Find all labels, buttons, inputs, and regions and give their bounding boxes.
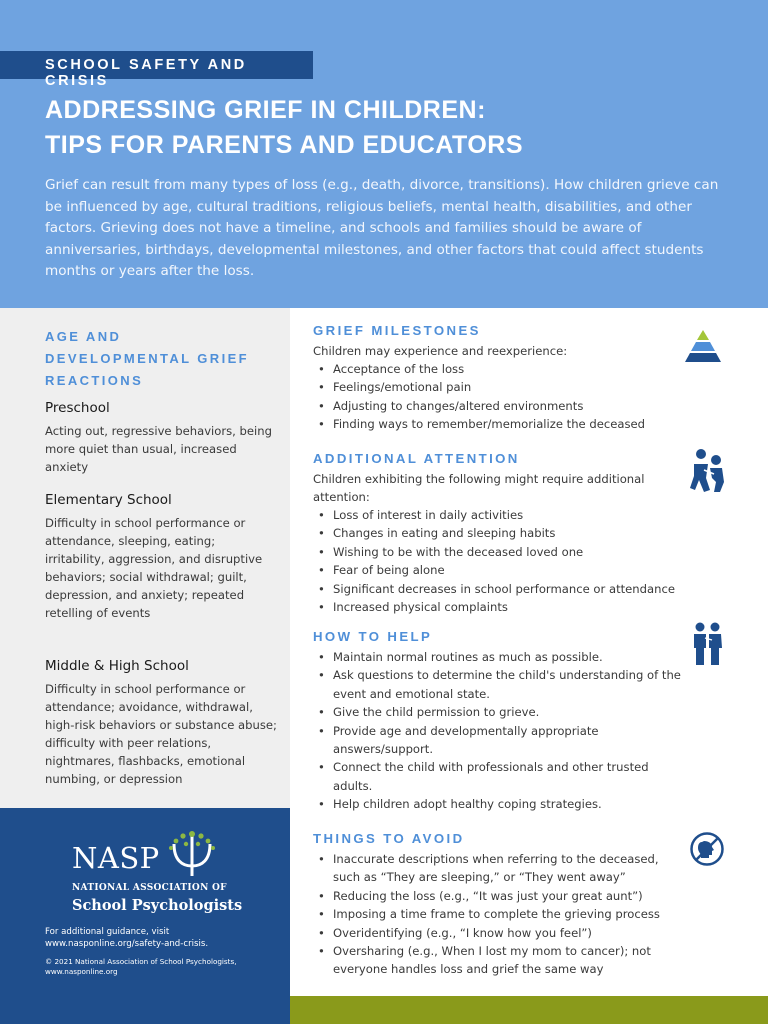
guidance-link-text: For additional guidance, visit www.nasponline.org/safety-and-crisis.	[45, 927, 209, 949]
middle-high-title: Middle & High School	[45, 658, 189, 674]
how-to-help-section	[313, 629, 688, 814]
grief-milestones-section	[313, 323, 683, 434]
things-to-avoid-list	[313, 850, 688, 979]
list-item: • Finding ways to remember/memorialize the deceased	[313, 415, 683, 433]
sidebar-heading-line-3: REACTIONS	[45, 373, 144, 388]
nasp-logo-word: NASP	[72, 841, 160, 875]
list-item: • Provide age and developmentally appropriate answers/support.	[313, 722, 688, 759]
elementary-text: Difficulty in school performance or attendance, sleeping, eating; irritability, aggression, and disruptive behaviors; social withdrawal; guilt, depression, and anxiety; repeated retelling of events	[45, 516, 263, 620]
no-speech-icon	[689, 831, 725, 867]
comfort-people-icon	[690, 446, 726, 494]
how-to-help-list	[313, 648, 688, 814]
list-item: • Changes in eating and sleeping habits	[313, 524, 713, 542]
helping-people-icon	[692, 622, 724, 666]
list-item: • Reducing the loss (e.g., “It was just your great aunt”)	[313, 887, 688, 905]
copyright-line-1: © 2021 National Association of School Psychologists,	[45, 957, 237, 966]
category-tag: SCHOOL SAFETY AND CRISIS	[0, 51, 313, 79]
preschool-title: Preschool	[45, 400, 110, 416]
page-title	[45, 93, 745, 163]
preschool-section	[45, 400, 277, 476]
copyright-line-2: www.nasponline.org	[45, 967, 118, 976]
list-item: • Give the child permission to grieve.	[313, 703, 688, 721]
list-item: • Loss of interest in daily activities	[313, 506, 713, 524]
page-title-line-2: TIPS FOR PARENTS AND EDUCATORS	[45, 131, 523, 159]
preschool-text: Acting out, regressive behaviors, being more quiet than usual, increased anxiety	[45, 424, 272, 474]
list-item: • Increased physical complaints	[313, 598, 713, 616]
list-item: • Imposing a time frame to complete the grieving process	[313, 905, 688, 923]
list-item: • Inaccurate descriptions when referring to the deceased, such as “They are sleeping,” or “They went away”	[313, 850, 688, 887]
nasp-footer	[0, 808, 290, 1024]
accent-bar	[290, 996, 768, 1024]
pyramid-icon	[683, 328, 723, 364]
additional-attention-list	[313, 506, 713, 616]
sidebar-heading-line-1: AGE AND	[45, 329, 122, 344]
org-name-line-1: NATIONAL ASSOCIATION OF	[72, 883, 227, 893]
list-item: • Feelings/emotional pain	[313, 378, 683, 396]
list-item: • Fear of being alone	[313, 561, 713, 579]
intro-paragraph: Grief can result from many types of loss (e.g., death, divorce, transitions). How children grieve can be influenced by age, cultural traditions, religious beliefs, mental health, disabilities, and other factors. Grieving does not have a timeline, and schools and families should be aware of anniversaries, birthdays, developmental milestones, and other factors that could affect students months or years after the loss.	[45, 177, 719, 279]
elementary-title: Elementary School	[45, 492, 172, 508]
list-item: • Adjusting to changes/altered environments	[313, 397, 683, 415]
elementary-section	[45, 492, 277, 622]
copyright	[45, 957, 285, 977]
list-item: • Oversharing (e.g., When I lost my mom to cancer); not everyone handles loss and grief the same way	[313, 942, 688, 979]
page-title-line-1: ADDRESSING GRIEF IN CHILDREN:	[45, 96, 486, 124]
org-name-line-2: School Psychologists	[72, 897, 243, 914]
things-to-avoid-heading: THINGS TO AVOID	[313, 831, 465, 846]
list-item: • Significant decreases in school performance or attendance	[313, 580, 713, 598]
list-item: • Acceptance of the loss	[313, 360, 683, 378]
list-item: • Wishing to be with the deceased loved one	[313, 543, 713, 561]
sidebar-heading-line-2: DEVELOPMENTAL GRIEF	[45, 351, 250, 366]
middle-high-text: Difficulty in school performance or attendance; avoidance, withdrawal, high-risk behaviors or substance abuse; difficulty with peer relations, nightmares, flashbacks, emotional numbing, or depression	[45, 682, 277, 786]
grief-milestones-lead: Children may experience and reexperience:	[313, 344, 568, 358]
list-item: • Connect the child with professionals and other trusted adults.	[313, 758, 688, 795]
things-to-avoid-section	[313, 831, 688, 979]
additional-attention-section	[313, 451, 713, 616]
list-item: • Maintain normal routines as much as possible.	[313, 648, 688, 666]
additional-attention-heading: ADDITIONAL ATTENTION	[313, 451, 520, 466]
grief-milestones-heading: GRIEF MILESTONES	[313, 323, 481, 338]
age-reactions-sidebar	[0, 308, 290, 808]
middle-high-section	[45, 658, 277, 788]
psi-tree-logo	[168, 830, 218, 880]
list-item: • Overidentifying (e.g., “I know how you feel”)	[313, 924, 688, 942]
header-banner	[0, 0, 768, 308]
how-to-help-heading: HOW TO HELP	[313, 629, 433, 644]
sidebar-heading	[45, 326, 275, 392]
list-item: • Help children adopt healthy coping strategies.	[313, 795, 688, 813]
grief-milestones-list	[313, 360, 683, 434]
additional-attention-lead: Children exhibiting the following might require additional attention:	[313, 472, 645, 504]
list-item: • Ask questions to determine the child's understanding of the event and emotional state.	[313, 666, 688, 703]
